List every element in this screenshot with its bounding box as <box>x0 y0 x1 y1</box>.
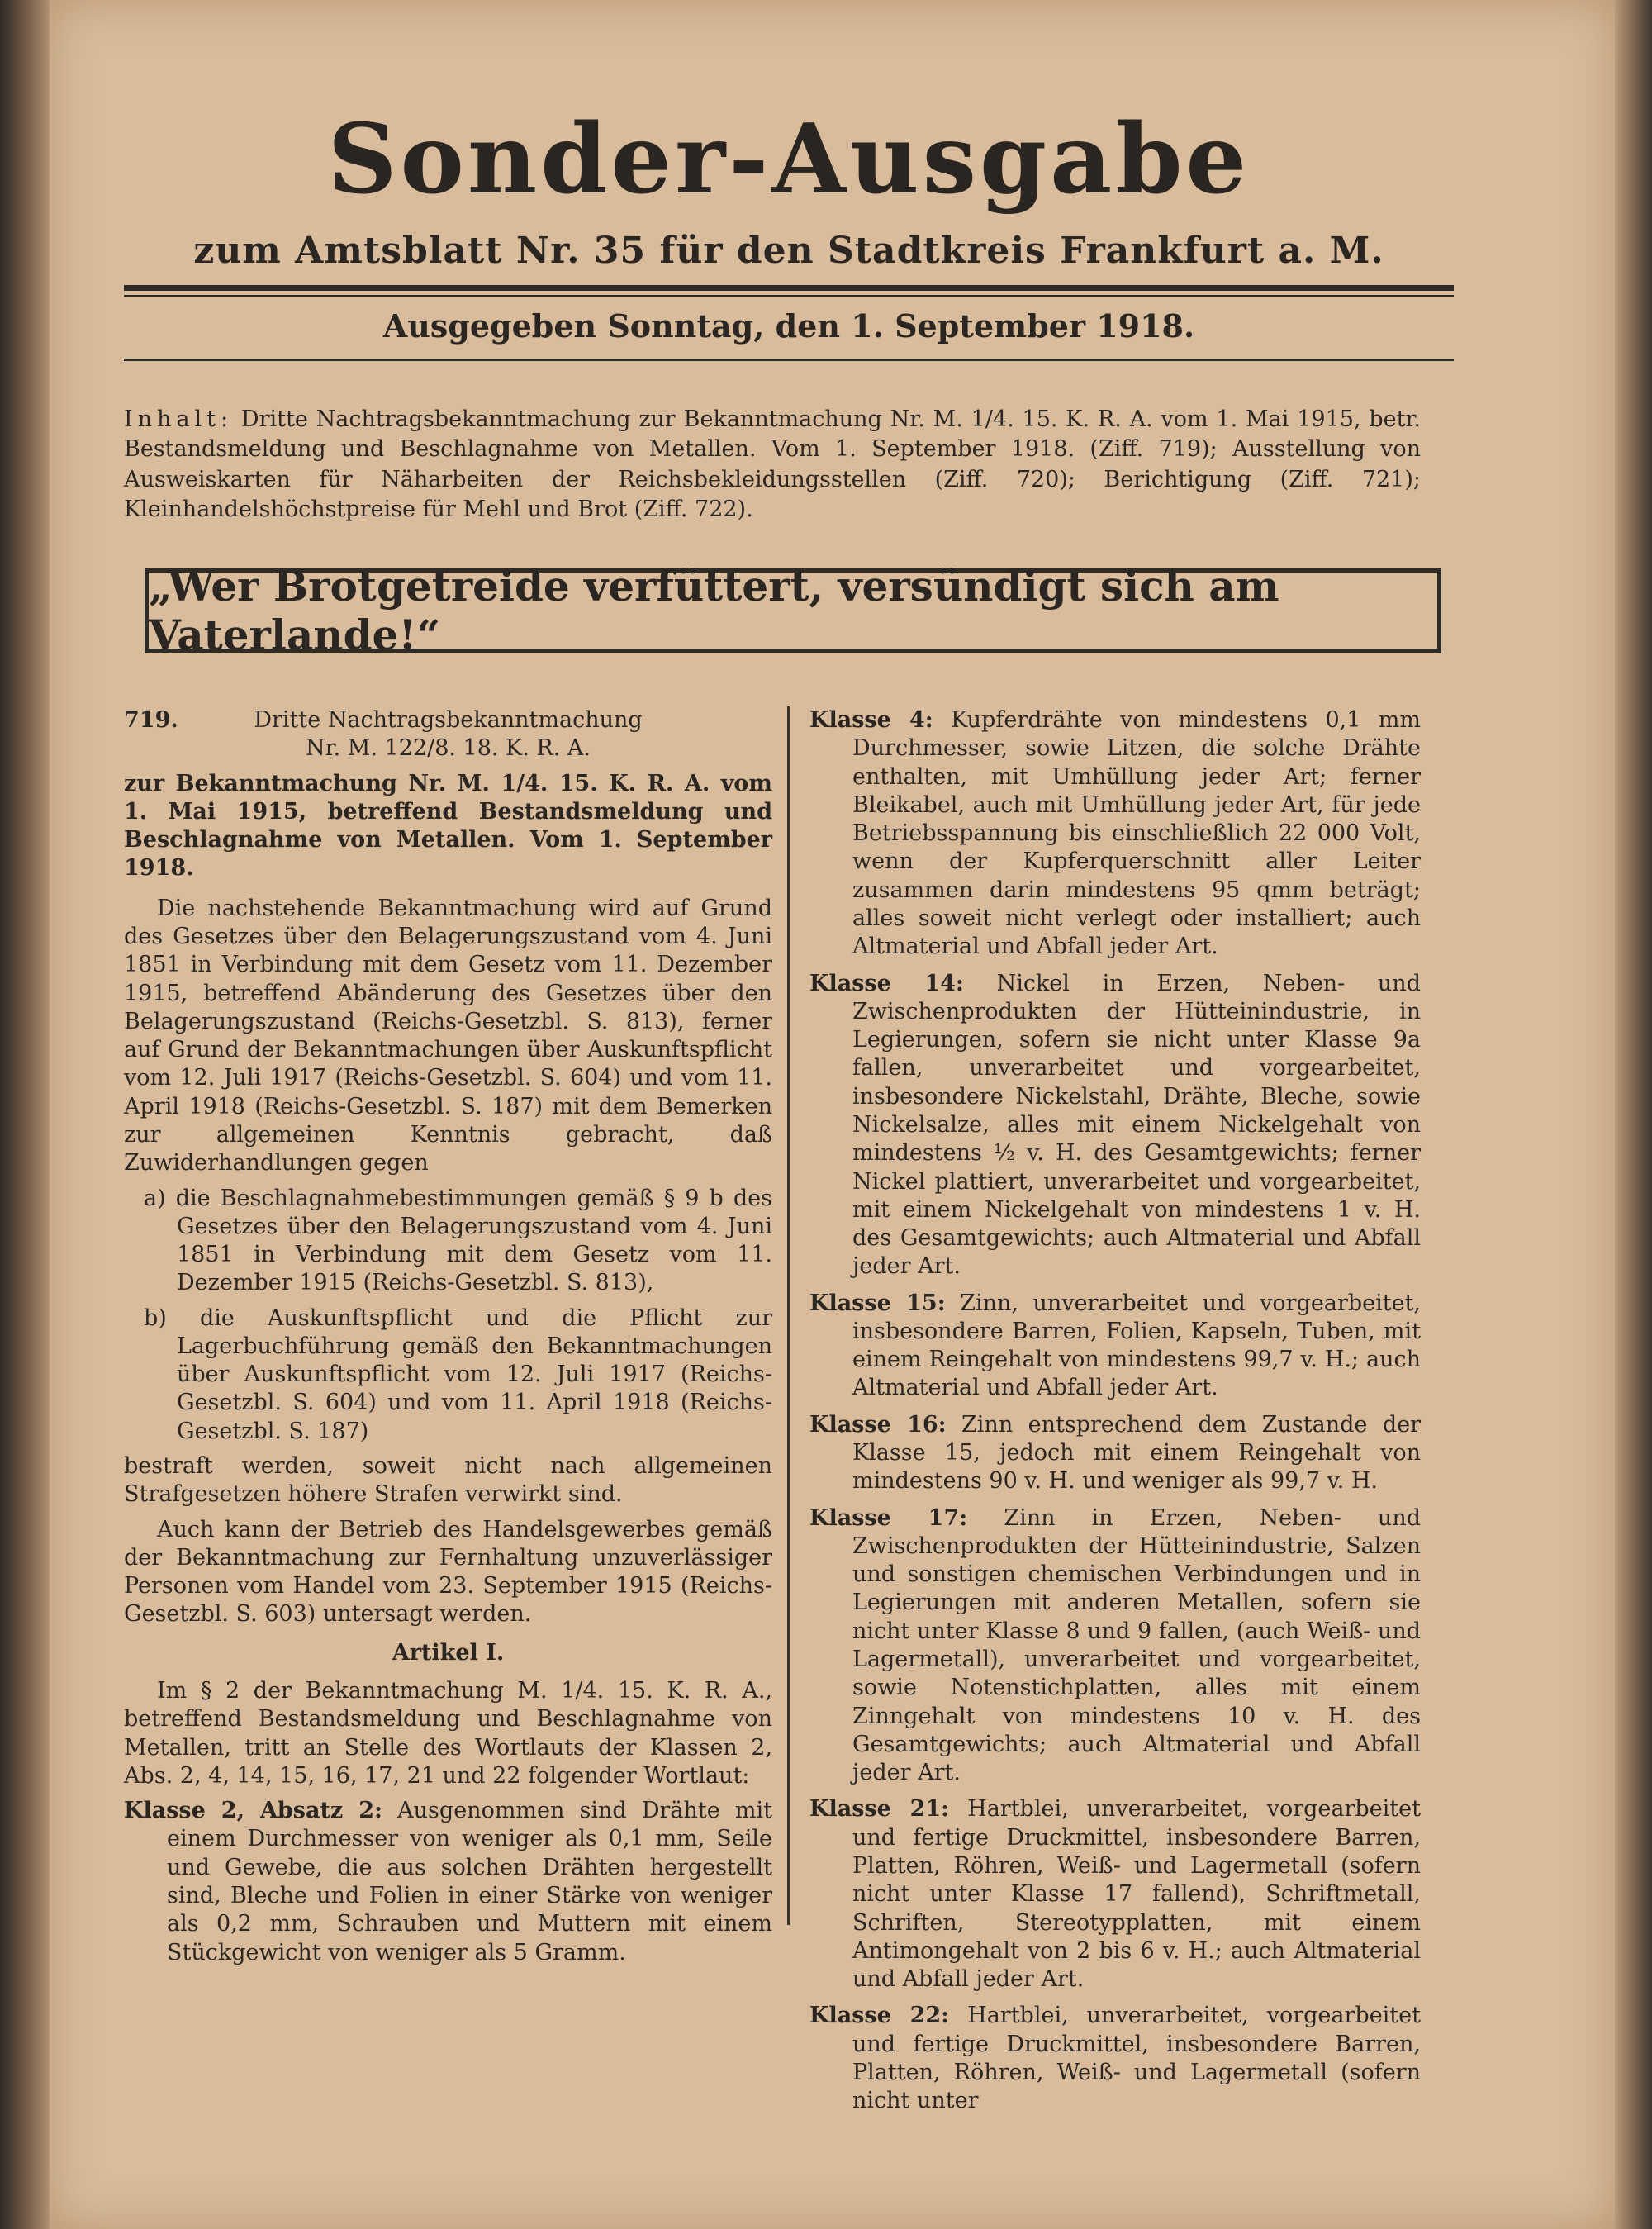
section-reference: Nr. M. 122/8. 18. K. R. A. <box>306 735 591 762</box>
header-rule-top <box>124 285 1454 291</box>
klasse-label: Klasse 17: <box>809 1504 968 1531</box>
section-title: Dritte Nachtragsbekanntmachung <box>254 707 643 733</box>
section-number: 719. <box>124 707 178 733</box>
klasse-2-paragraph <box>124 1797 772 1967</box>
motto-text: „Wer Brotgetreide verfüttert, versündigt sich am Vaterlande!“ <box>149 562 1279 659</box>
page-title: Sonder-Ausgabe <box>327 103 1251 216</box>
penalty-paragraph: bestraft werden, soweit nicht nach allgemeinen Strafgesetzen höhere Strafen verwirkt sind. <box>124 1453 772 1508</box>
klasse-label: Klasse 15: <box>809 1290 946 1316</box>
klasse-paragraph <box>809 706 1421 962</box>
column-divider <box>787 706 790 1925</box>
masthead <box>116 103 1462 272</box>
klasse-paragraph <box>809 1795 1421 1994</box>
klasse-text: Zinn, unverarbeitet und vorgearbeitet, insbesondere Barren, Folien, Kapseln, Tuben, mit einem Reingehalt von mindestens 99,7 v. H.; auch Altmaterial und Abfall jeder Art. <box>852 1290 1422 1401</box>
issue-date: Ausgegeben Sonntag, den 1. September 1918. <box>382 307 1195 345</box>
section-heading <box>124 706 772 734</box>
klasse-label: Klasse 2, Absatz 2: <box>124 1798 382 1824</box>
article-title: Artikel I. <box>392 1639 505 1666</box>
intro-paragraph: Die nachstehende Bekanntmachung wird auf Grund des Gesetzes über den Belagerungszustand vom 4. Juni 1851 in Verbindung mit dem Gesetz vom 11. Dezember 1915, betreffend Abänderung des Gesetzes über den Belagerungszustand (Reichs-Gesetzbl. S. 813), ferner auf Grund der Bekanntmachungen über Auskunftspflicht vom 12. Juli 1917 (Reichs-Gesetzbl. S. 604) und vom 11. April 1918 (Reichs-Gesetzbl. S. 187) mit dem Bemerken zur allgemeinen Kenntnis gebracht, daß Zuwiderhandlungen gegen <box>124 895 772 1176</box>
klasse-label: Klasse 22: <box>809 2003 950 2029</box>
page-subtitle: zum Amtsblatt Nr. 35 für den Stadtkreis Frankfurt a. M. <box>193 229 1384 272</box>
klasse-paragraph <box>809 1290 1421 1403</box>
article-paragraph: Im § 2 der Bekanntmachung M. 1/4. 15. K. R. A., betreffend Bestandsmeldung und Beschlagnahme von Metallen, tritt an Stelle des Wortlauts der Klassen 2, Abs. 2, 4, 14, 15, 16, 17, 21 und 22 folgender Wortlaut: <box>124 1678 772 1789</box>
klasse-paragraph <box>809 1504 1421 1788</box>
klasse-label: Klasse 21: <box>809 1796 950 1823</box>
header-rule-thin <box>124 295 1454 297</box>
klasse-text: Zinn in Erzen, Neben- und Zwischenprodukten der Hütteinindustrie, Salzen und sonstigen chemischen Verbindungen und in Legierungen mit anderen Metallen, sofern sie nicht unter Klasse 8 und 9 fallen, (auch Weiß- und Lagermetall), unverarbeitet und vorgearbeitet, sowie Notenstichplatten, alles mit einem Zinngehalt von mindestens 10 v. H. des Gesamtgewichts; auch Altmaterial und Abfall jeder Art. <box>852 1504 1421 1786</box>
page-edge <box>1615 0 1652 2229</box>
klasse-paragraph <box>809 970 1421 1281</box>
motto-box <box>145 562 1441 659</box>
klasse-paragraph <box>809 2002 1421 2115</box>
klasse-text: Hartblei, unverarbeitet, vorgearbeitet und fertige Druckmittel, insbesondere Barren, Platten, Röhren, Weiß- und Lagermetall (sofern nicht unter <box>852 2003 1421 2114</box>
klasse-paragraph <box>809 1411 1421 1496</box>
trade-paragraph: Auch kann der Betrieb des Handelsgewerbes gemäß der Bekanntmachung zur Fernhaltung unzuverlässiger Personen vom Handel vom 23. September 1915 (Reichs-Gesetzbl. S. 603) untersagt werden. <box>124 1516 772 1628</box>
klasse-label: Klasse 4: <box>809 707 933 733</box>
right-column <box>809 706 1421 2124</box>
klasse-text: Nickel in Erzen, Neben- und Zwischenprodukten der Hütteinindustrie, in Legierungen, sofern sie nicht unter Klasse 9a fallen, unverarbeitet und vorgearbeitet, insbesondere Nickelstahl, Drähte, Bleche, sowie Nickelsalze, alles mit einem Nickelgehalt von mindestens ½ v. H. des Gesamtgewichts; ferner Nickel plattiert, unverarbeitet und vorgearbeitet, mit einem Nickelgehalt von mindestens 1 v. H. des Gesamtgewichts; auch Altmaterial und Abfall jeder Art. <box>852 970 1421 1280</box>
section-subject: zur Bekanntmachung Nr. M. 1/4. 15. K. R. A. vom 1. Mai 1915, betreffend Bestandsmeldung und Beschlagnahme von Metallen. Vom 1. September 1918. <box>124 770 772 882</box>
contents-label: Inhalt: <box>124 406 234 432</box>
list-item-b: b) die Auskunftspflicht und die Pflicht zur Lagerbuchführung gemäß den Bekanntmachungen über Auskunftspflicht vom 12. Juli 1917 (Reichs-Gesetzbl. S. 604) und vom 11. April 1918 (Reichs-Gesetzbl. S. 187) <box>144 1305 772 1444</box>
klasse-label: Klasse 16: <box>809 1411 947 1438</box>
table-of-contents <box>124 405 1421 525</box>
klasse-text: Zinn entsprechend dem Zustande der Klasse 15, jedoch mit einem Reingehalt von mindestens 90 v. H. und weniger als 99,7 v. H. <box>852 1411 1421 1495</box>
klasse-text: Hartblei, unverarbeitet, vorgearbeitet und fertige Druckmittel, insbesondere Barren, Platten, Röhren, Weiß- und Lagermetall (sofern nicht unter Klasse 17 fallend), Schriftmetall, Schriften, Stereotypplatten, mit einem Antimongehalt von 2 bis 6 v. H.; auch Altmaterial und Abfall jeder Art. <box>852 1796 1421 1993</box>
list-item-a: a) die Beschlagnahmebestimmungen gemäß § 9 b des Gesetzes über den Belagerungszustand vom 4. Juni 1851 in Verbindung mit dem Gesetz vom 11. Dezember 1915 (Reichs-Gesetzbl. S. 813), <box>144 1185 772 1296</box>
left-column <box>124 706 772 1975</box>
klasse-label: Klasse 14: <box>809 970 964 996</box>
contents-text: Dritte Nachtragsbekanntmachung zur Bekanntmachung Nr. M. 1/4. 15. K. R. A. vom 1. Mai 1915, betr. Bestandsmeldung und Beschlagnahme von Metallen. Vom 1. September 1918. (Ziff. 719); Ausstellung von Ausweiskarten für Näharbeiten der Reichsbekleidungsstellen (Ziff. 720); Berichtigung (Ziff. 721); Kleinhandelshöchstpreise für Mehl und Brot (Ziff. 722). <box>124 406 1421 523</box>
klasse-text: Kupferdrähte von mindestens 0,1 mm Durchmesser, sowie Litzen, die solche Drähte enthalten, mit Umhüllung jeder Art; ferner Bleikabel, auch mit Umhüllung jeder Art, für jede Betriebsspannung bis einschließlich 22 000 Volt, wenn der Kupferquerschnitt aller Leiter zusammen darin mindestens 95 qmm beträgt; alles soweit nicht verlegt oder installiert; auch Altmaterial und Abfall jeder Art. <box>852 707 1422 960</box>
header-rule-bottom <box>124 359 1454 361</box>
klasse-text: Ausgenommen sind Drähte mit einem Durchmesser von weniger als 0,1 mm, Seile und Gewebe, die aus solchen Drähten hergestellt sind, Bleche und Folien in einer Stärke von weniger als 0,2 mm, Schrauben und Muttern mit einem Stückgewicht von weniger als 5 Gramm. <box>167 1798 772 1965</box>
